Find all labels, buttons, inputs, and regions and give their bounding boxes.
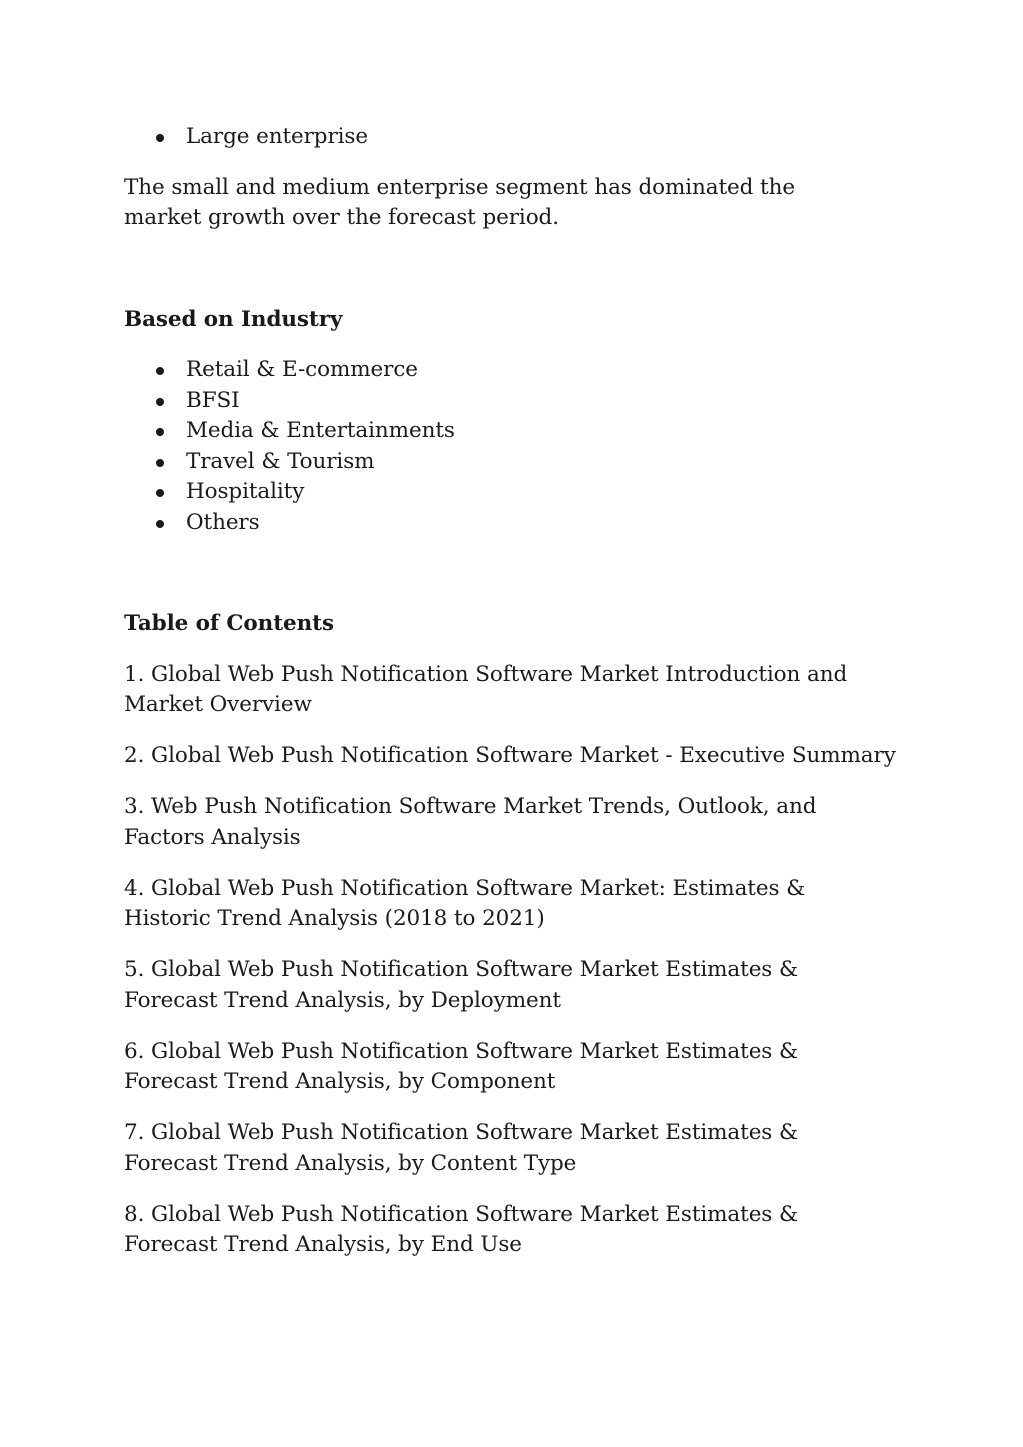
toc-item: 4. Global Web Push Notification Software Market: Estimates & Historic Trend Analysis (2018 to 2021) bbox=[124, 875, 806, 931]
list-item bbox=[124, 447, 904, 478]
toc-item: 1. Global Web Push Notification Software Market Introduction and Market Overview bbox=[124, 661, 848, 717]
list-item-label: Travel & Tourism bbox=[186, 448, 375, 474]
bullet-icon bbox=[156, 134, 164, 142]
bullet-icon bbox=[156, 367, 164, 375]
enterprise-size-list bbox=[124, 122, 904, 153]
list-item-label: Retail & E-commerce bbox=[186, 357, 418, 382]
list-item bbox=[124, 122, 904, 153]
list-item bbox=[124, 386, 904, 417]
toc-item: 2. Global Web Push Notification Software Market - Executive Summary bbox=[124, 743, 896, 768]
toc-item: 8. Global Web Push Notification Software Market Estimates & Forecast Trend Analysis, by End Use bbox=[124, 1201, 799, 1257]
toc-heading: Table of Contents bbox=[124, 611, 334, 636]
bullet-icon bbox=[156, 398, 164, 406]
toc-item: 7. Global Web Push Notification Software Market Estimates & Forecast Trend Analysis, by Content Type bbox=[124, 1120, 799, 1176]
bullet-icon bbox=[156, 428, 164, 436]
toc-item: 5. Global Web Push Notification Software Market Estimates & Forecast Trend Analysis, by Deployment bbox=[124, 957, 799, 1013]
bullet-icon bbox=[156, 459, 164, 467]
list-item-label: Large enterprise bbox=[186, 124, 368, 149]
document-page bbox=[124, 122, 904, 1281]
list-item bbox=[124, 477, 904, 508]
list-item-label: BFSI bbox=[186, 387, 240, 413]
toc-item: 3. Web Push Notification Software Market Trends, Outlook, and Factors Analysis bbox=[124, 794, 817, 850]
list-item bbox=[124, 416, 904, 447]
segment-paragraph: The small and medium enterprise segment has dominated the market growth over the forecast period. bbox=[124, 174, 795, 230]
list-item-label: Hospitality bbox=[186, 479, 305, 504]
list-item-label: Media & Entertainments bbox=[186, 418, 455, 443]
industry-heading: Based on Industry bbox=[124, 306, 343, 332]
list-item-label: Others bbox=[186, 509, 260, 535]
bullet-icon bbox=[156, 489, 164, 497]
industry-list bbox=[124, 355, 904, 538]
bullet-icon bbox=[156, 520, 164, 528]
toc-list bbox=[124, 660, 904, 1261]
list-item bbox=[124, 508, 904, 539]
list-item bbox=[124, 355, 904, 386]
toc-item: 6. Global Web Push Notification Software Market Estimates & Forecast Trend Analysis, by Component bbox=[124, 1038, 799, 1094]
